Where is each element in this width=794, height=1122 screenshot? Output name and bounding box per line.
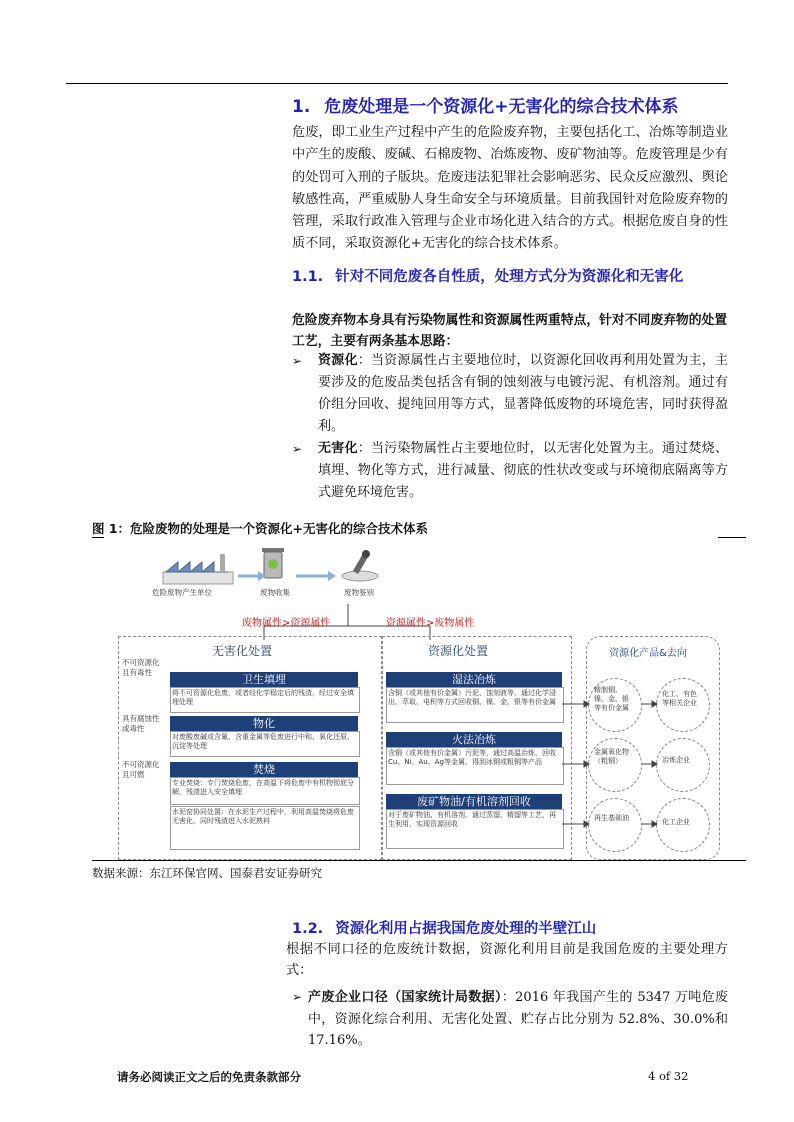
section-1-heading	[292, 92, 752, 117]
top-rule	[66, 83, 728, 84]
bullet-term: 资源化	[318, 353, 358, 368]
side-label-1: 不可资源化且有毒性	[122, 658, 160, 677]
bullet-arrow-icon: ➢	[292, 354, 303, 368]
top-label-producer: 危险废物产生单位	[152, 588, 212, 597]
product-1: 精制铜、镍、金、银等有价金属	[594, 686, 629, 712]
attr-left-label: 废物属性>资源属性	[242, 618, 331, 629]
side-label-2: 具有腐蚀性或毒性	[122, 714, 160, 733]
figure-bottom-rule	[92, 860, 746, 861]
note-incineration: 专业焚烧：专门焚烧危废，在高温下将危废中有机物彻底分解，残渣进入安全填埋	[170, 777, 360, 805]
bullet-enterprise	[292, 987, 728, 1052]
band-pyrometallurgy: 火法冶炼	[386, 732, 562, 747]
figure-title: 图 1：危险废物的处理是一个资源化+无害化的综合技术体系	[92, 521, 429, 536]
band-landfill: 卫生填埋	[170, 672, 358, 687]
note-landfill: 将不可资源化危废，或者经化学稳定后的残渣，经过安全填埋处理	[170, 687, 360, 713]
destination-2: 冶炼企业	[662, 756, 690, 764]
figure-title-rule-left	[92, 537, 104, 538]
figure-source: 数据来源：东江环保官网、国泰君安证券研究	[92, 866, 322, 880]
band-oil-solvent: 废矿物油/有机溶剂回收	[386, 794, 562, 809]
attr-right-label: 资源属性>废物属性	[386, 618, 475, 629]
note-physchem: 对废酸废碱或含氰、含重金属等危废进行中和、氧化还原、沉淀等处理	[170, 731, 360, 757]
product-header: 资源化产品&去向	[609, 648, 687, 659]
flow-arrows	[236, 570, 346, 582]
product-3: 再生基础油	[594, 814, 629, 822]
section-1-2-paragraph: 根据不同口径的危废统计数据，资源化利用目前是我国危废的主要处理方式：	[286, 942, 728, 978]
band-physchem: 物化	[170, 716, 358, 731]
figure-title-rule-right	[718, 537, 746, 538]
harmless-header: 无害化处置	[212, 644, 273, 658]
destination-1: 化工、有色等相关企业	[662, 690, 697, 707]
note-cement-kiln: 水泥窑协同处置：在水泥生产过程中，利用高温焚烧将危废无害化，同时残渣进入水泥熟料	[170, 806, 360, 850]
section-1-2-heading	[292, 917, 752, 938]
side-label-3: 不可资源化且可燃	[122, 760, 160, 779]
section-1-title: 危废处理是一个资源化+无害化的综合技术体系	[324, 97, 679, 117]
bullet-arrow-icon: ➢	[292, 442, 303, 456]
section-1-1-title: 针对不同危废各自性质，处理方式分为资源化和无害化	[335, 269, 684, 285]
footer-page-number: 4 of 32	[648, 1069, 689, 1083]
band-hydrometallurgy: 湿法冶炼	[386, 672, 562, 687]
figure-diagram	[118, 548, 724, 858]
top-label-identification: 废物鉴别	[344, 588, 374, 597]
bullet-text: ：2016 年我国产生的 5347 万吨危废中，资源化综合利用、无害化处置、贮存占比分别为 52.8%、30.0%和 17.16%。	[308, 990, 728, 1048]
bullet-text: ：当污染物属性占主要地位时，以无害化处置为主。通过焚烧、填埋、物化等方式，进行减量、彻底的性状改变或与环境彻底隔离等方式避免环境危害。	[318, 441, 728, 500]
section-1-2-title: 资源化利用占据我国危废处理的半壁江山	[335, 921, 597, 937]
destination-circle-2	[656, 738, 710, 792]
note-oil-solvent: 对于废矿物油、有机溶剂，通过蒸馏、精馏等工艺，再生利用，实现资源回收	[386, 809, 564, 849]
footer-disclaimer: 请务必阅读正文之后的免责条款部分	[117, 1070, 301, 1084]
note-pyrometallurgy: 含铜（或其他有价金属）污泥等，通过高温冶炼，回收Cu、Ni、Au、Ag等金属，得到冰铜或粗铜等产品	[386, 747, 564, 785]
top-label-collection: 废物收集	[260, 588, 290, 597]
section-1-number: 1.	[292, 97, 311, 117]
section-1-1-number: 1.1.	[292, 269, 324, 285]
section-1-1-heading	[292, 265, 752, 286]
section-1-2-number: 1.2.	[292, 921, 324, 937]
product-arrows	[560, 678, 660, 848]
product-2: 金属氧化物（粗铜）	[594, 748, 629, 765]
destination-3: 化工企业	[662, 818, 690, 826]
band-incineration: 焚烧	[170, 762, 358, 777]
resource-header: 资源化处置	[428, 644, 489, 658]
bullet-harmless	[292, 438, 728, 504]
bullet-term: 产废企业口径（国家统计局数据）	[308, 990, 502, 1005]
bullet-text: ：当资源属性占主要地位时，以资源化回收再利用处置为主，主要涉及的危废品类包括含有铜的蚀刻液与电镀污泥、有机溶剂。通过有价组分回收、提纯回用等方式，显著降低废物的环境危害，同时获得盈利。	[318, 353, 728, 434]
section-1-paragraph: 危废，即工业生产过程中产生的危险废弃物，主要包括化工、冶炼等制造业中产生的废酸、废碱、石棉废物、冶炼废物、废矿物油等。危废管理是少有的处罚可入刑的子版块。危废违法犯罪社会影响恶劣、民众反应激烈、舆论敏感性高，严重威胁人身生命安全与环境质量。目前我国针对危险废弃物的管理，采取行政准入管理与企业市场化进入结合的方式。根据危废自身的性质不同，采取资源化+无害化的综合技术体系。	[292, 125, 728, 252]
section-1-1-lead: 危险废弃物本身具有污染物属性和资源属性两重特点，针对不同废弃物的处置工艺，主要有两条基本思路：	[292, 313, 728, 349]
bullet-resource	[292, 350, 728, 438]
bullet-term: 无害化	[318, 441, 358, 456]
bullet-arrow-icon: ➢	[292, 990, 303, 1004]
note-hydrometallurgy: 含铜（或其他有价金属）污泥、蚀刻液等，通过化学浸出、萃取、电积等方式回收铜、镍、金、银等有价金属	[386, 687, 564, 723]
factory-icon	[158, 552, 238, 588]
